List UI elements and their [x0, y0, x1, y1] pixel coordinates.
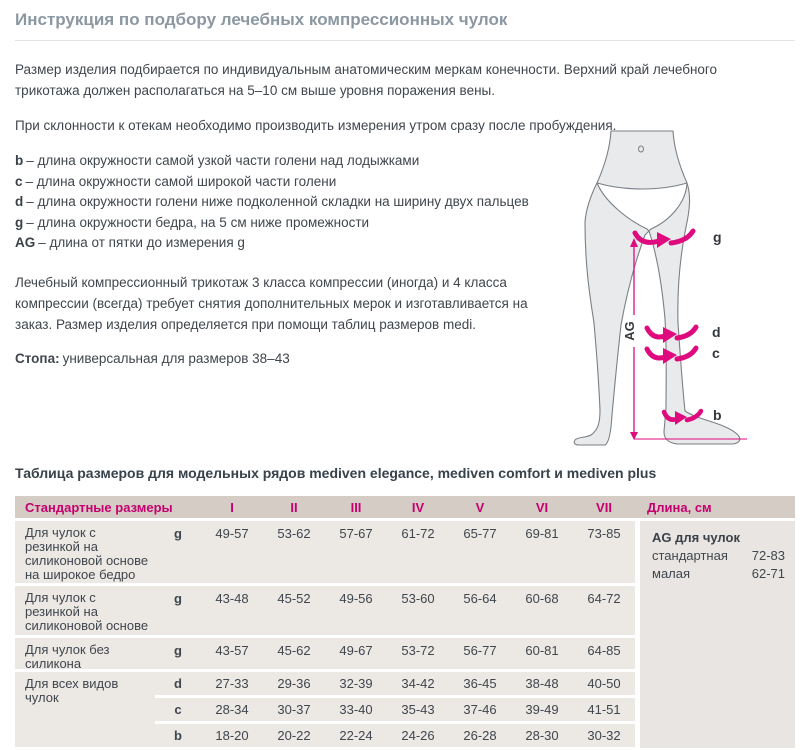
definition-text: – длина окружности самой широкой части голени [25, 173, 337, 189]
length-option-small [652, 565, 785, 583]
all-stockings-group [15, 672, 635, 747]
definition-text: – длина окружности бедра, на 5 см ниже промежности [26, 214, 370, 230]
size-cell: 56-64 [463, 591, 497, 606]
size-cell: 41-51 [587, 702, 621, 717]
row-letter: b [174, 728, 182, 743]
band-g-label: g [713, 229, 722, 245]
table-row [15, 638, 635, 669]
measurement-definitions [15, 151, 560, 254]
definition-g [15, 213, 560, 234]
size-cell: 32-39 [339, 676, 373, 691]
table-row [155, 672, 635, 695]
band-c-label: c [712, 345, 720, 361]
ag-measure-line [630, 238, 747, 440]
table-row [15, 586, 635, 635]
definition-key: c [15, 173, 23, 189]
length-option-name: малая [652, 566, 691, 581]
size-cell: 69-81 [525, 526, 559, 541]
size-cell: 61-72 [401, 526, 435, 541]
size-cell: 22-24 [339, 728, 373, 743]
length-info-cell [640, 521, 795, 748]
body-figure [574, 131, 740, 445]
header-size-iv: IV [411, 499, 425, 515]
size-cell: 49-57 [215, 526, 249, 541]
size-cell: 45-62 [277, 643, 311, 658]
size-cell: 37-46 [463, 702, 497, 717]
size-cell: 43-57 [215, 643, 249, 658]
length-option-value: 62-71 [751, 566, 785, 581]
group-label: Для всех видов чулок [15, 672, 155, 747]
definition-text: – длина от пятки до измерения g [38, 235, 245, 250]
size-cell: 27-33 [215, 676, 249, 691]
size-table-header [15, 496, 795, 518]
definition-key: b [15, 153, 24, 168]
header-size-v: V [475, 499, 485, 515]
header-size-iii: III [350, 499, 362, 515]
size-cell: 73-85 [587, 526, 621, 541]
size-cell: 60-81 [525, 643, 559, 658]
definition-key: g [15, 214, 24, 230]
band-d-label: d [712, 324, 721, 340]
intro-paragraph-2: При склонности к отекам необходимо производить измерения утром сразу после пробуждения. [15, 118, 617, 133]
size-cell: 64-72 [587, 591, 621, 606]
size-cell: 35-43 [401, 702, 435, 717]
row-label: Для чулок без силикона [25, 642, 110, 671]
size-table [15, 496, 795, 748]
definition-text: – длина окружности голени ниже подколенной складки на ширину двух пальцев [26, 194, 529, 209]
definition-c [15, 172, 560, 193]
definition-ag [15, 233, 560, 254]
size-cell: 49-67 [339, 643, 373, 658]
size-cell: 33-40 [339, 702, 373, 717]
definition-b [15, 151, 560, 172]
row-letter: g [174, 591, 182, 606]
size-cell: 26-28 [463, 728, 497, 743]
length-option-standard [652, 547, 785, 565]
leg-measurement-diagram [565, 127, 810, 472]
definition-key: AG [15, 235, 36, 250]
size-cell: 36-45 [463, 676, 497, 691]
table-row [155, 724, 635, 747]
row-letter: c [174, 702, 182, 717]
foot-note-text: универсальная для размеров 38–43 [62, 350, 290, 366]
size-cell: 34-42 [401, 676, 435, 691]
group-rows [155, 672, 635, 747]
length-cell-title: AG для чулок [652, 530, 740, 545]
size-table-main-rows [15, 521, 635, 748]
size-table-section [15, 465, 795, 748]
size-cell: 28-30 [525, 728, 559, 743]
title-divider [15, 40, 795, 41]
size-table-title: Таблица размеров для модельных рядов mediven elegance, mediven comfort и mediven plus [15, 465, 657, 481]
size-cell: 18-20 [215, 728, 249, 743]
row-letter: d [174, 676, 182, 691]
intro-paragraph-1: Размер изделия подбирается по индивидуальным анатомическим меркам конечности. Верхний край лечебного трикотажа должен располагаться на 5–10 см выше уровня поражения вены. [15, 62, 718, 98]
size-cell: 20-22 [277, 728, 311, 743]
size-table-body [15, 521, 795, 748]
header-size-vii: VII [596, 499, 612, 515]
size-cell: 30-37 [277, 702, 311, 717]
foot-note-label: Стопа: [15, 350, 60, 366]
definition-key: d [15, 194, 24, 209]
row-letter: g [174, 526, 182, 541]
length-option-value: 72-83 [751, 548, 785, 563]
header-length: Длина, см [647, 499, 712, 515]
size-cell: 49-56 [339, 591, 373, 606]
size-cell: 40-50 [587, 676, 621, 691]
row-letter: g [174, 643, 182, 658]
instructions-section [15, 59, 795, 465]
row-label: Для чулок с резинкой на силиконовой основе [25, 590, 149, 633]
size-cell: 43-48 [215, 591, 249, 606]
row-label: Для чулок с резинкой на силиконовой основе на широкое бедро [25, 525, 149, 582]
header-standard-sizes: Стандартные размеры [25, 499, 173, 515]
size-cell: 30-32 [587, 728, 621, 743]
header-size-ii: II [290, 499, 298, 515]
size-cell: 29-36 [277, 676, 311, 691]
size-cell: 28-34 [215, 702, 249, 717]
band-b-label: b [713, 407, 722, 423]
size-cell: 57-67 [339, 526, 373, 541]
header-size-i: I [230, 499, 234, 515]
size-cell: 39-49 [525, 702, 559, 717]
definition-text: – длина окружности самой узкой части голени над лодыжками [26, 153, 420, 168]
size-cell: 60-68 [525, 591, 559, 606]
size-cell: 65-77 [463, 526, 497, 541]
size-cell: 53-60 [401, 591, 435, 606]
size-cell: 64-85 [587, 643, 621, 658]
header-size-vi: VI [535, 499, 549, 515]
size-cell: 45-52 [277, 591, 311, 606]
table-row [155, 698, 635, 721]
ag-line-label: AG [622, 321, 637, 341]
definition-d [15, 192, 560, 213]
page-title: Инструкция по подбору лечебных компрессионных чулок [15, 10, 508, 29]
size-cell: 56-77 [463, 643, 497, 658]
size-cell: 53-62 [277, 526, 311, 541]
size-cell: 38-48 [525, 676, 559, 691]
leg-diagram-svg [565, 127, 810, 472]
table-row [15, 521, 635, 583]
size-cell: 53-72 [401, 643, 435, 658]
size-cell: 24-26 [401, 728, 435, 743]
length-option-name: стандартная [652, 548, 728, 563]
custom-order-note: Лечебный компрессионный трикотаж 3 класса компрессии (иногда) и 4 класса компрессии (всегда) требует снятия дополнительных мерок и изготавливается на заказ. Размер изделия определяется при помощи таблиц размеров medi. [15, 274, 528, 332]
